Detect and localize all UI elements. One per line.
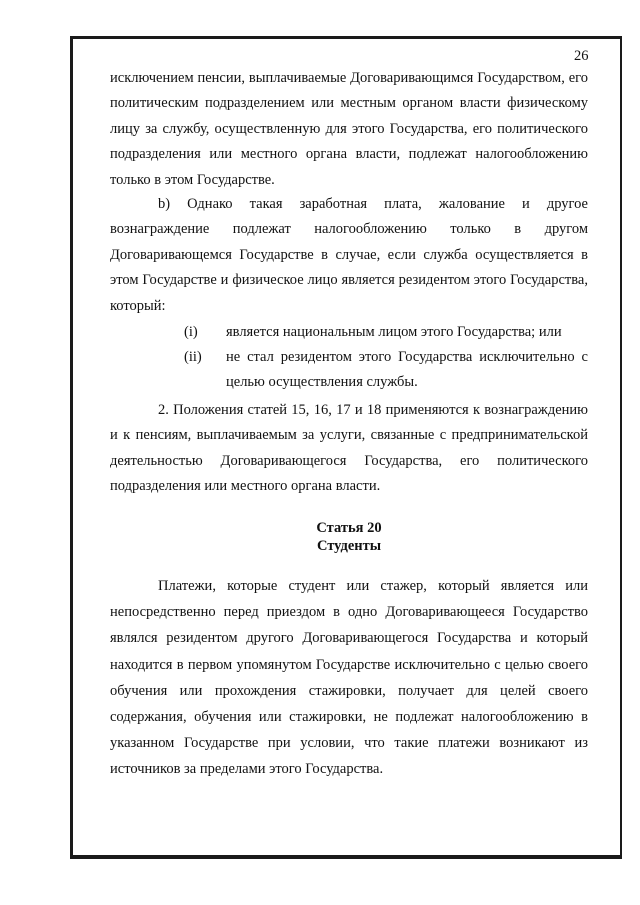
- paragraph-text: Платежи, которые студент или стажер, который является или непосредственно перед приездом в одно Договаривающееся Государство являлся резидентом другого Договаривающегося Государства и который находится в первом упомянутом Государстве исключительно с целью своего обучения или прохождения стажировки, получает для целей своего содержания, обучения или стажировки, не подлежат налогообложению в указанном Государстве при условии, что такие платежи возникают из источников за пределами этого Государства.: [110, 578, 588, 778]
- list-item-text: является национальным лицом этого Государства; или: [226, 324, 562, 340]
- list-item-text: не стал резидентом этого Государства исключительно с целью осуществления службы.: [226, 349, 588, 391]
- article-number-heading: Статья 20: [316, 520, 382, 536]
- paragraph-continuation: [110, 66, 588, 193]
- article-body: [110, 573, 588, 783]
- paragraph-2: [110, 398, 588, 500]
- paragraph-text: 2. Положения статей 15, 16, 17 и 18 применяются к вознаграждению и к пенсиям, выплачиваемым за услуги, связанные с предпринимательской деятельностью Договаривающегося Государства, его политического подразделения или местного органа власти.: [110, 402, 588, 495]
- article-title-heading: Студенты: [316, 538, 382, 554]
- page-number: 26: [574, 48, 589, 64]
- list-marker: (ii): [184, 349, 202, 365]
- list-item: [184, 345, 588, 396]
- paragraph-text: b) Однако такая заработная плата, жалование и другое вознаграждение подлежат налогообложению только в другом Договаривающемся Государстве в случае, если служба осуществляется в этом Государстве и физическое лицо является резидентом этого Государства, который:: [110, 196, 588, 314]
- list-item: [184, 320, 588, 345]
- paragraph-b: [110, 192, 588, 319]
- list-marker: (i): [184, 324, 198, 340]
- paragraph-text: исключением пенсии, выплачиваемые Договаривающимся Государством, его политическим подразделением или местным органом власти физическому лицу за службу, осуществленную для этого Государства, его политического подразделения или местного органа власти, подлежат налогообложению только в этом Государстве.: [110, 70, 588, 188]
